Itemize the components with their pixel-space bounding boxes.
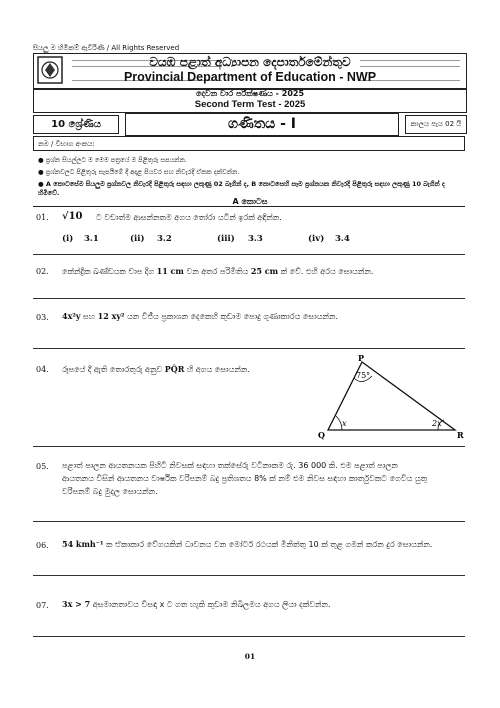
instruction-1: ● ප්‍රශ්න සියල්ලට ම මෙම පත්‍රයේ ම පිළිතුරු සපයන්න.	[38, 156, 187, 164]
question-number: 02.	[36, 267, 49, 276]
option-value[interactable]: 3.2	[157, 234, 172, 244]
option-label: (iv)	[308, 234, 325, 244]
vertex-p-label: P	[358, 353, 365, 363]
answer-line	[33, 298, 465, 299]
instruction-2: ● ප්‍රශ්නවලට පිළිතුරු සැපයීමේ දී අදාළ පියවර සහ නිවැරදි ඒකක දක්වන්න.	[38, 168, 240, 176]
name-index-field[interactable]: නම / විභාග අංකය:	[33, 136, 465, 151]
test-title-english: Second Term Test - 2025	[194, 99, 306, 110]
answer-line	[33, 636, 465, 637]
test-title-sinhala: දෙවන වාර පරීක්ෂණය - 2025	[195, 89, 305, 98]
question-number: 05.	[36, 462, 49, 471]
question-text: 54 kmh⁻¹ ක ඒකාකාර වේගයකින් ධාවනය වන මෝටර් රථයක් මිනිත්තු 10 ක් තුළ ගමන් කරන දුර සොයන්න.	[62, 539, 433, 549]
angle-p-label: 75°	[356, 371, 371, 380]
answer-line	[33, 254, 465, 255]
instruction-3: ● A කොටසේම සියලුම ප්‍රශ්නවල නිවැරදි පිළිතුරු සඳහා ලකුණු 02 බැගින් ද, B කොටසෙහි සෑම ප්‍රශ්නයක නිවැරදි පිළිතුරු සඳහා ලකුණු 10 බැගින් ද හිමිවේ.	[38, 180, 445, 197]
department-name-sinhala: වයඹ පළාත් අධ්‍යාපන දෙපාර්තමේන්තුව	[149, 55, 351, 69]
answer-line	[33, 348, 465, 349]
question-number: 01.	[36, 213, 49, 222]
question-text-line: පළාත් පාලන ආයතනයක පිහිටි නිවසක් සඳහා තක්සේරු වටිනාකම රු. 36 000 කි. එම පළාත් පාලන	[62, 461, 398, 470]
option-label: (iii)	[217, 234, 235, 244]
answer-line	[33, 521, 465, 522]
question-text: ට වඩාත්ම ආසන්නතම අගය තෝරා යටින් ඉරක් අඳින්න.	[96, 213, 282, 222]
subject-title: ගණිතය - I	[125, 113, 399, 136]
angle-q-label: x	[342, 419, 347, 428]
page-number: 01	[244, 652, 256, 661]
question-text-line: ආයතනය විසින් ආයතනය වාර්ෂික වරිපනම් බදු ප්‍රතිශතය 8% ක් නම් එම නිවස සඳහා කාර්තුවකට ගෙවිය යුතු	[62, 474, 428, 483]
option-value[interactable]: 3.3	[248, 234, 263, 244]
question-number: 07.	[36, 601, 49, 610]
option-label: (ii)	[130, 234, 145, 244]
time-label: කාලය පැය 02 යි	[405, 115, 467, 134]
triangle-diagram	[310, 352, 470, 442]
part-a-heading: A කොටස	[232, 197, 268, 206]
option-value[interactable]: 3.4	[335, 234, 350, 244]
question-math: √10	[62, 211, 83, 222]
vertex-r-label: R	[457, 430, 464, 440]
option-value[interactable]: 3.1	[84, 234, 99, 244]
grade-label: 10 ශ්‍රේණිය	[33, 115, 119, 134]
answer-line	[33, 575, 465, 576]
question-text: රූපයේ දී ඇති තොරතුරු අනුව PQ̂R හි අගය සොයන්න.	[62, 364, 250, 374]
part-a-divider	[33, 206, 465, 207]
answer-line	[33, 446, 465, 447]
vertex-q-label: Q	[318, 430, 325, 440]
angle-r-label: 2x	[432, 419, 442, 428]
question-number: 03.	[36, 313, 49, 322]
copyright-notice: සියලු ම හිමිකම් ඇවිරිණි / All Rights Reserved	[33, 44, 180, 52]
question-number: 04.	[36, 365, 49, 374]
question-text-line: වරිපනම් බදු මුදල සොයන්න.	[62, 487, 158, 496]
question-text: 4x²y සහ 12 xy² යන වීජීය ප්‍රකාශන දෙකෙහි කුඩාම පොදු ගුණාකාරය සොයන්න.	[62, 311, 339, 321]
question-text: 3x > 7 අසමානතාවය විසඳා x ට ගත හැකි කුඩාම නිඛිලමය අගය ලියා දක්වන්න.	[62, 599, 331, 609]
question-text: කේන්ද්‍රික ඛණ්ඩයක චාප දිග 11 cm වන අතර පරිමිතිය 25 cm ක් වේ. එහි අරය සොයන්න.	[62, 266, 374, 276]
question-number: 06.	[36, 541, 49, 550]
department-name-english: Provincial Department of Education - NWP	[123, 70, 377, 84]
option-label: (i)	[62, 234, 74, 244]
